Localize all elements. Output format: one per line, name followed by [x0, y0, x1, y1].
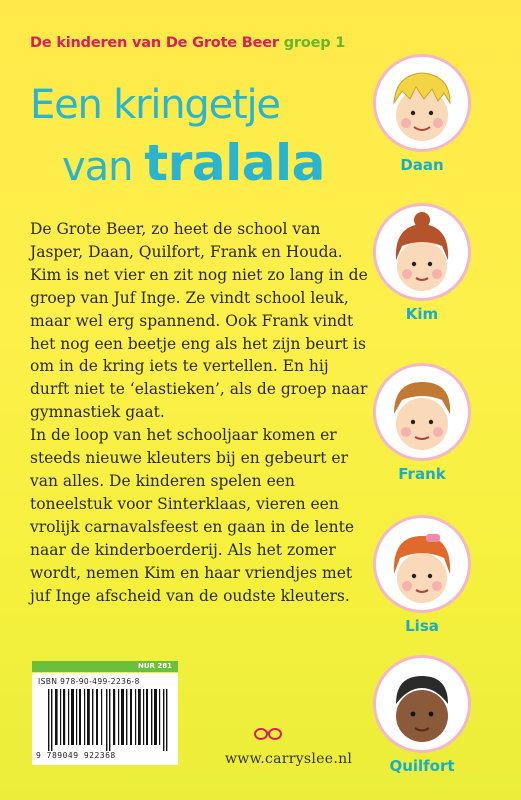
- blurb-paragraph-2: In de loop van het schooljaar komen er steeds nieuwe kleuters bij en gebeurt er van alles. De kinderen spelen een toneelstuk voor Sinterklaas, vieren een vrolijk carnavalsfeest en gaan in de lente naar de kinderboerderij. Als het zomer wordt, nemen Kim en haar vriendjes met juf Inge afscheid van de oudste kleuters.: [30, 426, 354, 605]
- character-daan: [372, 54, 472, 174]
- character-name-lisa: Lisa: [405, 617, 439, 635]
- back-cover-blurb: [30, 218, 370, 607]
- barcode-number: 9 789049 922368: [36, 751, 116, 760]
- series-group: groep 1: [283, 35, 346, 51]
- nur-code: NUR 281: [32, 661, 178, 672]
- character-name-quilfort: Quilfort: [389, 757, 455, 775]
- barcode-box: [32, 673, 178, 765]
- character-quilfort: [372, 655, 472, 775]
- character-name-kim: Kim: [405, 305, 439, 323]
- character-kim: [372, 203, 472, 323]
- book-title-line1: Een kringetje: [30, 82, 280, 128]
- character-name-frank: Frank: [398, 465, 446, 483]
- isbn-number: ISBN 978-90-499-2236-8: [38, 677, 140, 686]
- character-frank: [372, 363, 472, 483]
- character-name-daan: Daan: [400, 156, 444, 174]
- quilfort-portrait: [373, 655, 471, 753]
- book-title-line2: [62, 134, 325, 192]
- barcode-bars: [46, 689, 174, 751]
- daan-portrait: [373, 54, 471, 152]
- book-title-tralala: tralala: [144, 134, 325, 192]
- kim-portrait: [373, 203, 471, 301]
- publisher-url[interactable]: www.carryslee.nl: [225, 751, 353, 767]
- character-lisa: [372, 515, 472, 635]
- series-name: De kinderen van De Grote Beer: [30, 35, 279, 51]
- frank-portrait: [373, 363, 471, 461]
- series-title: [30, 35, 345, 51]
- blurb-paragraph-1: De Grote Beer, zo heet de school van Jasper, Daan, Quilfort, Frank en Houda. Kim is net vier en zit nog niet zo lang in de groep van Juf Inge. Ze vindt school leuk, maar wel erg spannend. Ook Frank vindt het nog een beetje eng als het zijn beurt is om in de kring iets te vertellen. En hij durft niet te ‘elastieken’, als de groep naar gymnastiek gaat.: [30, 220, 368, 422]
- publisher-logo-icon: [254, 726, 282, 742]
- lisa-portrait: [373, 515, 471, 613]
- book-title-van: van: [62, 144, 133, 190]
